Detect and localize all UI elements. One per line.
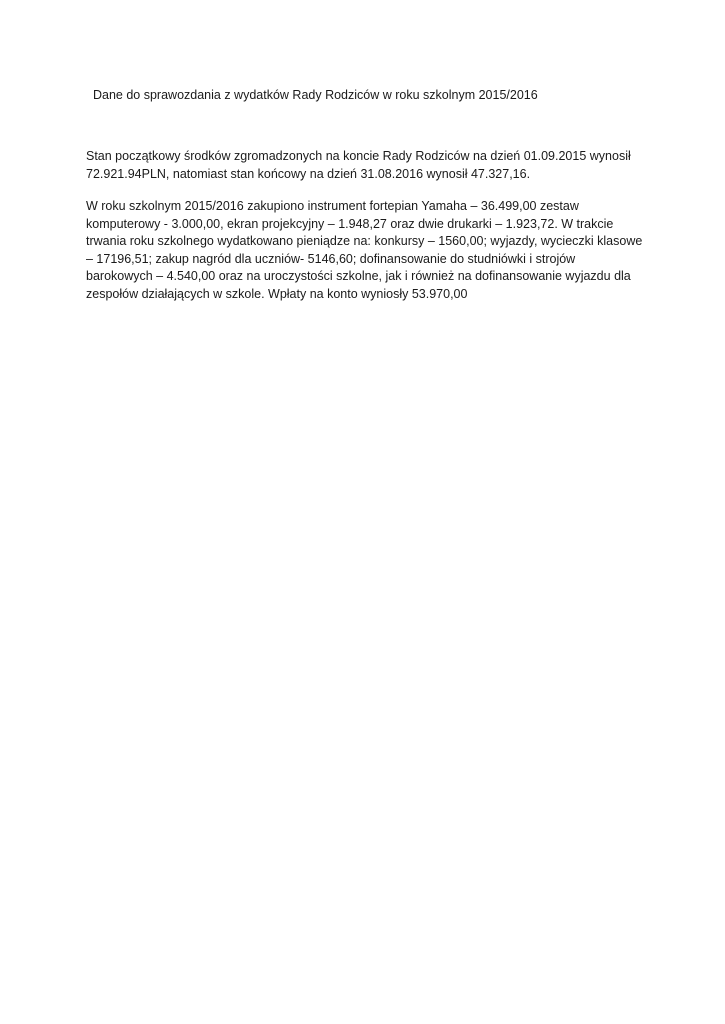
paragraph-line: Stan początkowy środków zgromadzonych na koncie Rady Rodziców na dzień 01.09.2015 wynosił [86, 149, 631, 163]
paragraph-line: trwania roku szkolnego wydatkowano pieniądze na: konkursy – 1560,00; wyjazdy, wycieczki klasowe [86, 234, 643, 249]
paragraph-expenses [86, 198, 646, 304]
paragraph-line: barokowych – 4.540,00 oraz na uroczystości szkolne, jak i również na dofinansowanie wyjazdu dla [86, 269, 631, 284]
paragraph-line: 72.921.94PLN, natomiast stan końcowy na dzień 31.08.2016 wynosił 47.327,16. [86, 166, 531, 181]
paragraph-opening-balance [86, 148, 646, 183]
paragraph-line: komputerowy - 3.000,00, ekran projekcyjny – 1.948,27 oraz dwie drukarki – 1.923,72. W trakcie [86, 216, 614, 231]
paragraph-line: W roku szkolnym 2015/2016 zakupiono instrument fortepian Yamaha – 36.499,00 zestaw [86, 199, 579, 213]
paragraph-line: – 17196,51; zakup nagród dla uczniów- 5146,60; dofinansowanie do studniówki i strojów [86, 251, 576, 266]
document-title: Dane do sprawozdania z wydatków Rady Rodziców w roku szkolnym 2015/2016 [93, 88, 538, 102]
paragraph-line: zespołów działających w szkole. Wpłaty na konto wyniosły 53.970,00 [86, 286, 468, 301]
